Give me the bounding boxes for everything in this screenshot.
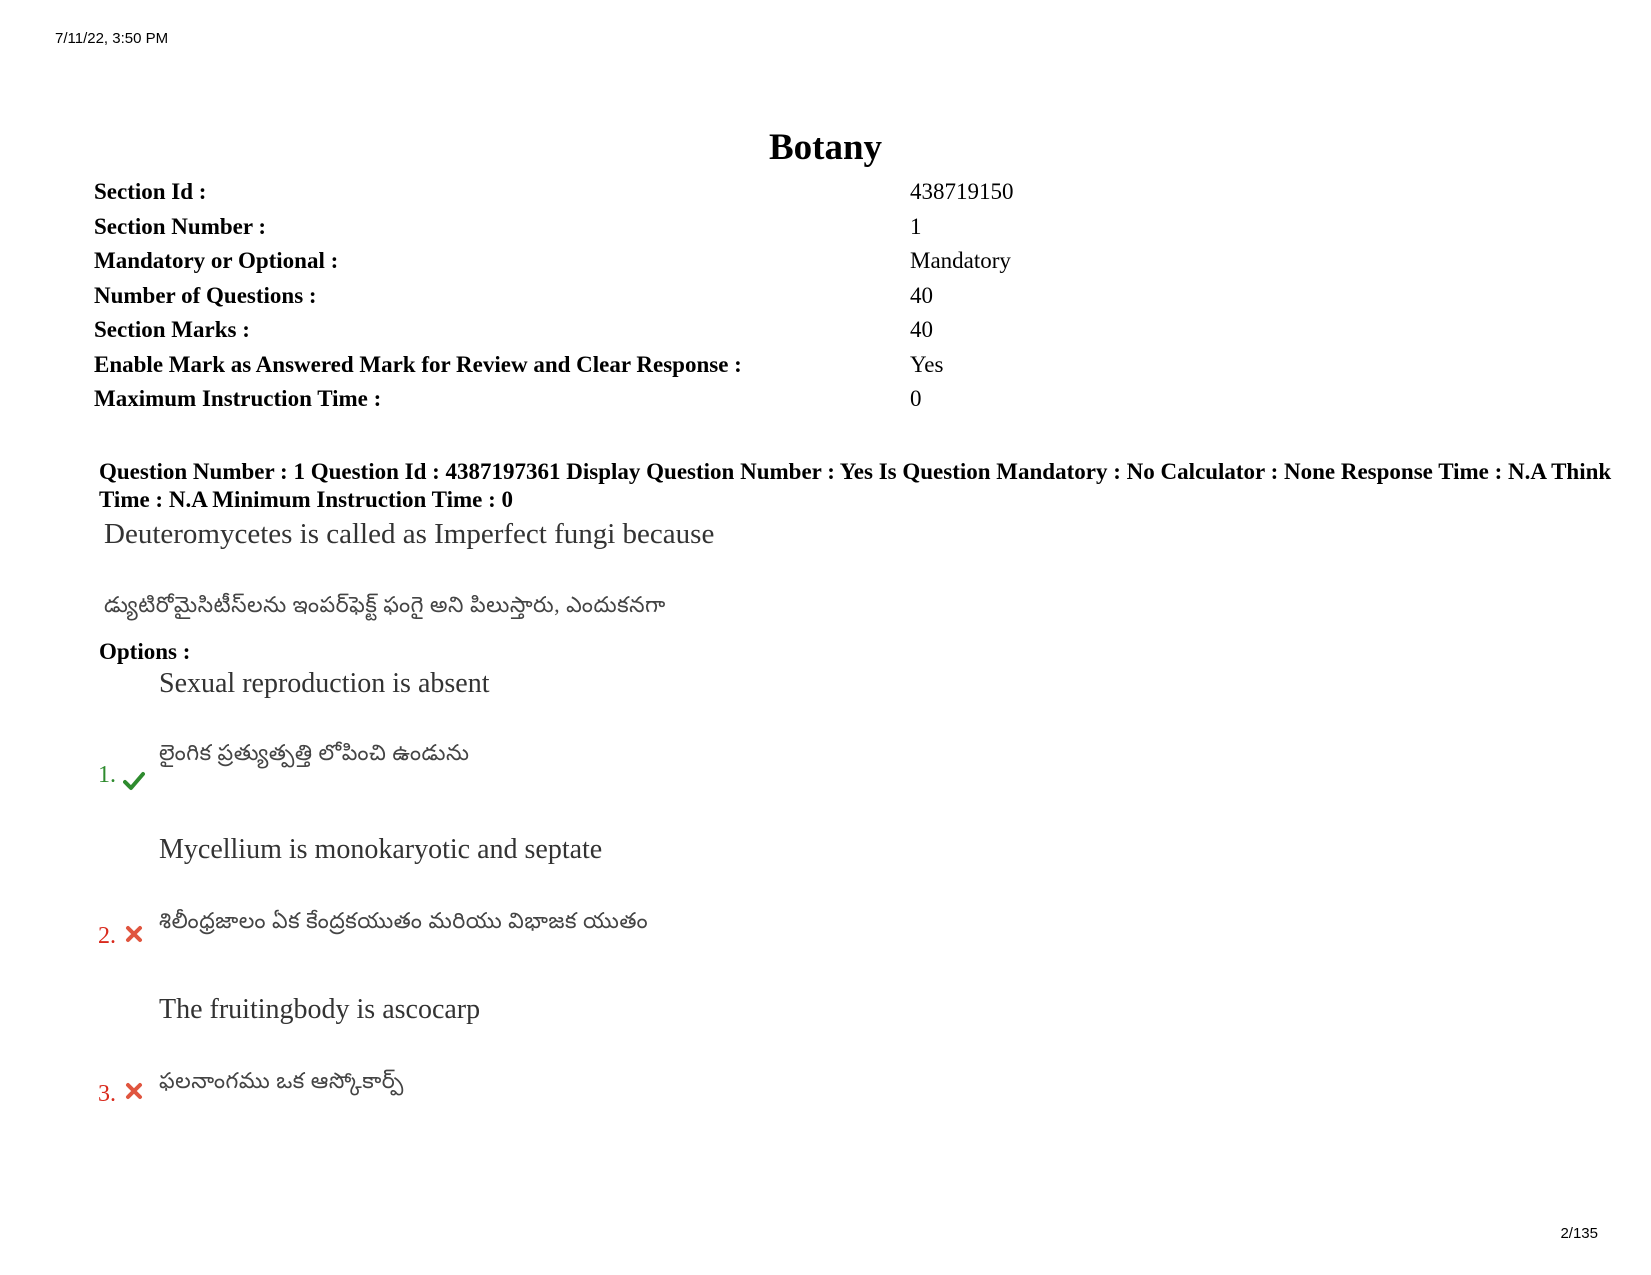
section-info-row — [94, 244, 1094, 279]
option-2-number: 2. — [98, 923, 116, 949]
section-info-row — [94, 279, 1094, 314]
enable-mark-value: Yes — [910, 351, 944, 377]
section-number-label: Section Number : — [94, 213, 267, 239]
section-info-row — [94, 348, 1094, 383]
page-number: 2/135 — [1560, 1225, 1598, 1242]
section-info-row — [94, 210, 1094, 245]
section-title: Botany — [768, 127, 883, 168]
option-1-number: 1. — [98, 762, 116, 788]
instruction-time-label: Maximum Instruction Time : — [94, 386, 382, 411]
section-id-value: 438719150 — [910, 179, 1014, 204]
question-text-telugu: డ్యుటిరోమైసిటీస్‌లను ఇంపర్‌ఫెక్ట్ ఫంగై అని పిలుస్తారు, ఎందుకనగా — [104, 592, 666, 617]
print-timestamp: 7/11/22, 3:50 PM — [55, 30, 169, 47]
question-meta: Question Number : 1 Question Id : 4387197361 Display Question Number : Yes Is Question Mandatory : No Calculator : None Response Time : N.A Think Time : N.A Minimum Instruction Time : 0 — [99, 459, 1612, 512]
question-count-value: 40 — [910, 282, 933, 308]
option-1-text-english: Sexual reproduction is absent — [159, 668, 490, 699]
option-3-text-telugu: ఫలనాంగము ఒక ఆస్కోకార్ప్ — [159, 1068, 404, 1093]
question-text-english: Deuteromycetes is called as Imperfect fungi because — [104, 518, 715, 550]
option-1-text-telugu: లైంగిక ప్రత్యుత్పత్తి లోపించి ఉండును — [159, 740, 470, 765]
section-info-table — [94, 175, 1094, 417]
check-icon — [123, 770, 145, 792]
enable-mark-label: Enable Mark as Answered Mark for Review and Clear Response : — [94, 351, 742, 377]
section-marks-value: 40 — [910, 317, 933, 342]
section-id-label: Section Id : — [94, 179, 207, 204]
instruction-time-value: 0 — [910, 386, 922, 411]
section-marks-label: Section Marks : — [94, 317, 250, 342]
mandatory-label: Mandatory or Optional : — [94, 248, 339, 273]
options-label: Options : — [99, 639, 191, 664]
section-info-row — [94, 175, 1094, 210]
option-2-text-telugu: శిలీంధ్రజాలం ఏక కేంద్రకయుతం మరియు విభాజక యుతం — [159, 908, 649, 933]
mandatory-value: Mandatory — [910, 248, 1011, 273]
section-number-value: 1 — [910, 213, 922, 239]
option-3-number: 3. — [98, 1081, 116, 1107]
cross-icon — [125, 1082, 143, 1100]
section-info-row — [94, 382, 1094, 417]
section-info-row — [94, 313, 1094, 348]
option-2-text-english: Mycellium is monokaryotic and septate — [159, 834, 603, 865]
cross-icon — [125, 925, 143, 943]
question-count-label: Number of Questions : — [94, 282, 317, 308]
option-3-text-english: The fruitingbody is ascocarp — [159, 994, 481, 1025]
